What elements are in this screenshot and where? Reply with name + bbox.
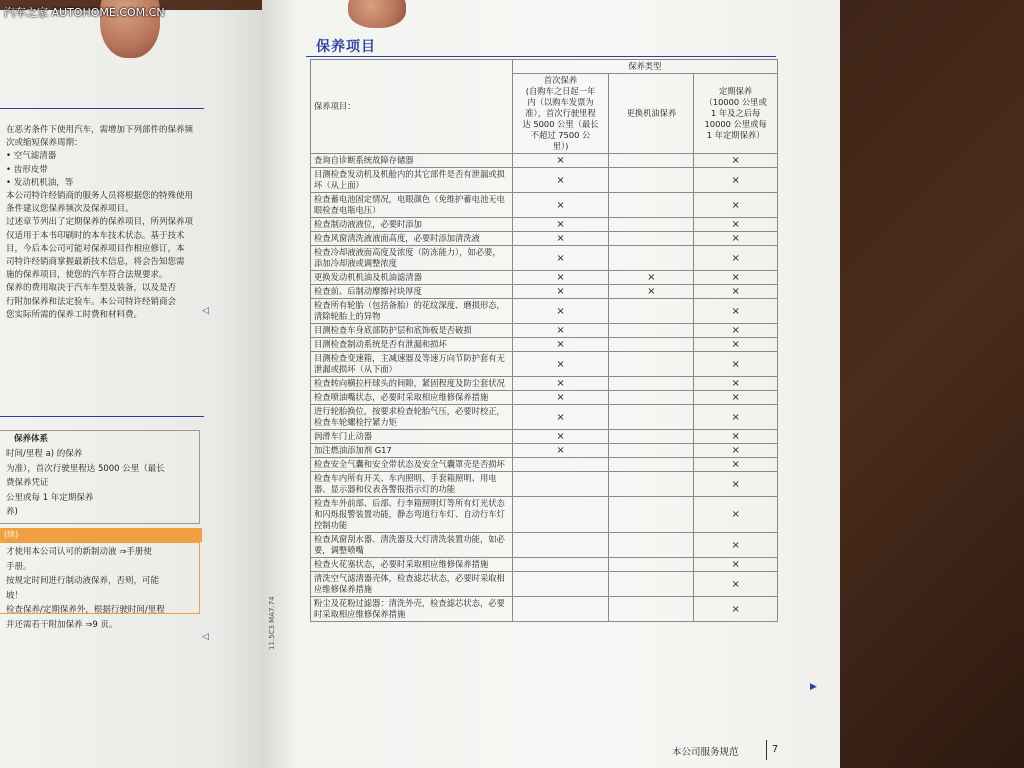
header-oil-change: 更换机油保养: [609, 74, 694, 154]
footer-divider: [766, 740, 767, 760]
check-mark-c1: ×: [512, 232, 609, 246]
check-mark-c3: ×: [694, 472, 778, 497]
check-mark-c1: [512, 472, 609, 497]
check-mark-c1: [512, 533, 609, 558]
check-mark-c2: ×: [609, 271, 694, 285]
maintenance-system-line: 公里或每 1 年定期保养: [6, 492, 94, 503]
maintenance-item: 加注燃油添加剂 G17: [311, 444, 513, 458]
header-periodic-service: [694, 74, 778, 154]
page-title: 保养项目: [316, 39, 376, 55]
check-mark-c2: [609, 154, 694, 168]
check-mark-c3: ×: [694, 558, 778, 572]
right-page: [262, 0, 840, 768]
check-mark-c2: [609, 377, 694, 391]
check-mark-c1: [512, 558, 609, 572]
left-text-line: • 发动机机油，等: [6, 177, 74, 188]
table-row: [311, 391, 778, 405]
maintenance-item: 检查喷油嘴状态，必要时采取相应维修保养措施: [311, 391, 513, 405]
check-mark-c3: ×: [694, 154, 778, 168]
table-row: [311, 271, 778, 285]
maintenance-item: 检查车内所有开关、车内照明、手套箱照明、用电器、显示器和仪表各警报指示灯的功能: [311, 472, 513, 497]
check-mark-c3: ×: [694, 533, 778, 558]
maintenance-item: 查询自诊断系统故障存储器: [311, 154, 513, 168]
table-row: [311, 168, 778, 193]
warning-box-header: (续): [0, 528, 202, 542]
header-periodic-service-text: 定期保养 （10000 公里或 1 年及之后每 10000 公里或每 1 年定期保养）: [704, 86, 767, 140]
left-text-line: 本公司特许经销商的服务人员将根据您的特殊使用: [6, 191, 194, 201]
left-continue-arrow-2: ◁: [202, 632, 209, 642]
check-mark-c3: ×: [694, 572, 778, 597]
table-row: [311, 444, 778, 458]
check-mark-c1: ×: [512, 377, 609, 391]
check-mark-c3: ×: [694, 324, 778, 338]
maintenance-item: 检查火花塞状态，必要时采取相应维修保养措施: [311, 558, 513, 572]
maintenance-item: 检查风窗清洗液液面高度，必要时添加清洗液: [311, 232, 513, 246]
header-first-service-text: 首次保养 (自购车之日起一年 内（以购车发票为 准），首次行驶里程 达 5000 公里（最长 不超过 7500 公 里）): [522, 75, 599, 151]
check-mark-c3: ×: [694, 458, 778, 472]
check-mark-c3: ×: [694, 597, 778, 622]
maintenance-system-line: 养): [6, 507, 18, 517]
check-mark-c1: ×: [512, 285, 609, 299]
table-body: [311, 154, 778, 622]
check-mark-c1: [512, 597, 609, 622]
check-mark-c3: ×: [694, 232, 778, 246]
header-group: 保养类型: [512, 60, 777, 74]
table-row: [311, 572, 778, 597]
check-mark-c1: ×: [512, 218, 609, 232]
header-first-service: [512, 74, 609, 154]
check-mark-c2: [609, 472, 694, 497]
maintenance-item: 检查冷却液液面高度及浓度（防冻能力），如必要，添加冷却液或调整浓度: [311, 246, 513, 271]
check-mark-c2: [609, 458, 694, 472]
check-mark-c1: ×: [512, 271, 609, 285]
watermark: 汽车之家 AUTOHOME.COM.CN: [4, 6, 165, 19]
maintenance-system-line: 为准），首次行驶里程达 5000 公里（最长: [6, 463, 165, 474]
left-text-line: 司特许经销商掌握最新技术信息，将会告知您需: [6, 257, 185, 267]
table-row: [311, 377, 778, 391]
maintenance-system-line: 费保养凭证: [6, 478, 49, 488]
table-row: [311, 597, 778, 622]
maintenance-item: 检查转向横拉杆球头的间隙，紧固程度及防尘套状况: [311, 377, 513, 391]
check-mark-c1: ×: [512, 193, 609, 218]
table-row: [311, 218, 778, 232]
table-row: [311, 299, 778, 324]
title-rule: [306, 56, 776, 57]
maintenance-system-line: 时间/里程 a) 的保养: [6, 449, 83, 459]
check-mark-c1: ×: [512, 405, 609, 430]
check-mark-c3: ×: [694, 299, 778, 324]
warning-line: 坡！: [6, 590, 24, 601]
left-page: [0, 10, 268, 768]
table-row: [311, 193, 778, 218]
table-row: [311, 232, 778, 246]
check-mark-c1: ×: [512, 430, 609, 444]
table-row: [311, 285, 778, 299]
maintenance-item: 润滑车门止动器: [311, 430, 513, 444]
maintenance-item: 检查风窗刮水器、清洗器及大灯清洗装置功能，如必要，调整喷嘴: [311, 533, 513, 558]
maintenance-table: [310, 59, 778, 622]
left-top-rule: [0, 108, 204, 109]
maintenance-item: 目测检查车身底部防护层和底饰板是否破损: [311, 324, 513, 338]
header-item-column: 保养项目：: [311, 60, 513, 154]
check-mark-c2: [609, 193, 694, 218]
warning-line: 并还需若干附加保养 ⇒9 页。: [6, 619, 118, 630]
maintenance-item: 目测检查变速箱，主减速器及等速万向节防护套有无泄漏或损坏（从下面）: [311, 352, 513, 377]
check-mark-c3: ×: [694, 271, 778, 285]
check-mark-c2: [609, 246, 694, 271]
check-mark-c2: [609, 168, 694, 193]
check-mark-c1: ×: [512, 299, 609, 324]
check-mark-c1: ×: [512, 391, 609, 405]
left-text-line: 您实际所需的保养工时费和材料费。: [6, 309, 143, 320]
check-mark-c1: [512, 458, 609, 472]
left-text-line: • 空气滤清器: [6, 151, 57, 162]
check-mark-c3: ×: [694, 193, 778, 218]
maintenance-item: 检查前、后制动摩擦衬块厚度: [311, 285, 513, 299]
maintenance-item: 目测检查发动机及机舱内的其它部件是否有泄漏或损坏（从上面）: [311, 168, 513, 193]
table-row: [311, 338, 778, 352]
check-mark-c3: ×: [694, 218, 778, 232]
check-mark-c2: [609, 232, 694, 246]
check-mark-c1: ×: [512, 324, 609, 338]
side-code: 11.5C3 MA7.74: [268, 596, 276, 650]
maintenance-item: 检查车外前部、后部、行李箱照明灯等所有灯光状态和闪烁报警装置功能，静态弯道行车灯、自动行车灯控制功能: [311, 497, 513, 533]
table-row: [311, 405, 778, 430]
check-mark-c3: ×: [694, 444, 778, 458]
table-row: [311, 246, 778, 271]
check-mark-c1: ×: [512, 338, 609, 352]
table-row: [311, 472, 778, 497]
check-mark-c2: [609, 533, 694, 558]
check-mark-c1: ×: [512, 444, 609, 458]
maintenance-item: 更换发动机机油及机油滤清器: [311, 271, 513, 285]
left-text-line: 过述章节列出了定期保养的保养项目，所列保养项: [6, 217, 194, 228]
check-mark-c3: ×: [694, 377, 778, 391]
table-row: [311, 324, 778, 338]
left-text-line: • 齿形皮带: [6, 164, 48, 175]
check-mark-c2: [609, 572, 694, 597]
maintenance-item: 目测检查制动系统是否有泄漏和损坏: [311, 338, 513, 352]
check-mark-c1: ×: [512, 168, 609, 193]
warning-line: 手册。: [6, 561, 32, 572]
left-mid-rule: [0, 416, 204, 417]
table-row: [311, 430, 778, 444]
footer-title: 本公司服务规范: [672, 747, 739, 758]
check-mark-c1: ×: [512, 352, 609, 377]
check-mark-c2: ×: [609, 285, 694, 299]
warning-line: 按规定时间进行制动液保养，否则，可能: [6, 576, 160, 586]
check-mark-c3: ×: [694, 338, 778, 352]
check-mark-c2: [609, 218, 694, 232]
next-page-arrow: ▶: [810, 682, 817, 692]
maintenance-item: 清洗空气滤清器壳体，检查滤芯状态，必要时采取相应维修保养措施: [311, 572, 513, 597]
check-mark-c2: [609, 405, 694, 430]
left-text-line: 施的保养项目，使您的汽车符合法规要求。: [6, 270, 168, 281]
maintenance-item: 检查制动液液位，必要时添加: [311, 218, 513, 232]
left-text-line: 条件建议您保养频次及保养项目。: [6, 204, 134, 215]
table-row: [311, 558, 778, 572]
check-mark-c1: ×: [512, 246, 609, 271]
table-row: [311, 154, 778, 168]
table-row: [311, 352, 778, 377]
check-mark-c1: ×: [512, 154, 609, 168]
check-mark-c2: [609, 299, 694, 324]
check-mark-c2: [609, 352, 694, 377]
check-mark-c3: ×: [694, 285, 778, 299]
left-text-line: 仅适用于本书印刷时的本车技术状态。基于技术: [6, 230, 185, 241]
check-mark-c3: ×: [694, 405, 778, 430]
check-mark-c3: ×: [694, 497, 778, 533]
check-mark-c3: ×: [694, 352, 778, 377]
maintenance-item: 检查蓄电池固定情况，电眼颜色（免维护蓄电池无电眼检查电瓶电压）: [311, 193, 513, 218]
check-mark-c2: [609, 338, 694, 352]
maintenance-item: 检查安全气囊和安全带状态及安全气囊罩壳是否损坏: [311, 458, 513, 472]
check-mark-c2: [609, 597, 694, 622]
maintenance-item: 粉尘及花粉过滤器：清洗外壳，检查滤芯状态，必要时采取相应维修保养措施: [311, 597, 513, 622]
check-mark-c2: [609, 324, 694, 338]
check-mark-c2: [609, 391, 694, 405]
table-row: [311, 497, 778, 533]
page-number: 7: [772, 744, 779, 755]
check-mark-c1: [512, 497, 609, 533]
left-text-line: 在恶劣条件下使用汽车，需增加下列部件的保养频: [6, 125, 194, 135]
warning-line: 检查保养/定期保养外，根据行驶时间/里程: [6, 605, 165, 615]
check-mark-c3: ×: [694, 430, 778, 444]
table-row: [311, 458, 778, 472]
maintenance-item: 检查所有轮胎（包括备胎）的花纹深度、磨损形态，清除轮胎上的异物: [311, 299, 513, 324]
left-text-line: 保养的费用取决于汽车车型及装备，以及是否: [6, 283, 177, 294]
check-mark-c2: [609, 497, 694, 533]
warning-line: 才使用本公司认可的新制动液 ⇒手册使: [6, 547, 152, 557]
check-mark-c2: [609, 444, 694, 458]
check-mark-c3: ×: [694, 246, 778, 271]
left-text-line: 目，今后本公司可能对保养项目作相应修订，本: [6, 243, 185, 254]
table-row: [311, 533, 778, 558]
left-text-line: 行附加保养和法定验车。本公司特许经销商会: [6, 296, 177, 307]
check-mark-c3: ×: [694, 391, 778, 405]
left-continue-arrow-1: ◁: [202, 306, 209, 316]
check-mark-c2: [609, 558, 694, 572]
maintenance-system-heading: 保养体系: [14, 434, 49, 444]
left-text-line: 次或缩短保养周期：: [6, 138, 83, 149]
check-mark-c3: ×: [694, 168, 778, 193]
maintenance-item: 进行轮胎换位，按要求检查轮胎气压，必要时校正，检查车轮螺栓拧紧力矩: [311, 405, 513, 430]
check-mark-c2: [609, 430, 694, 444]
check-mark-c1: [512, 572, 609, 597]
